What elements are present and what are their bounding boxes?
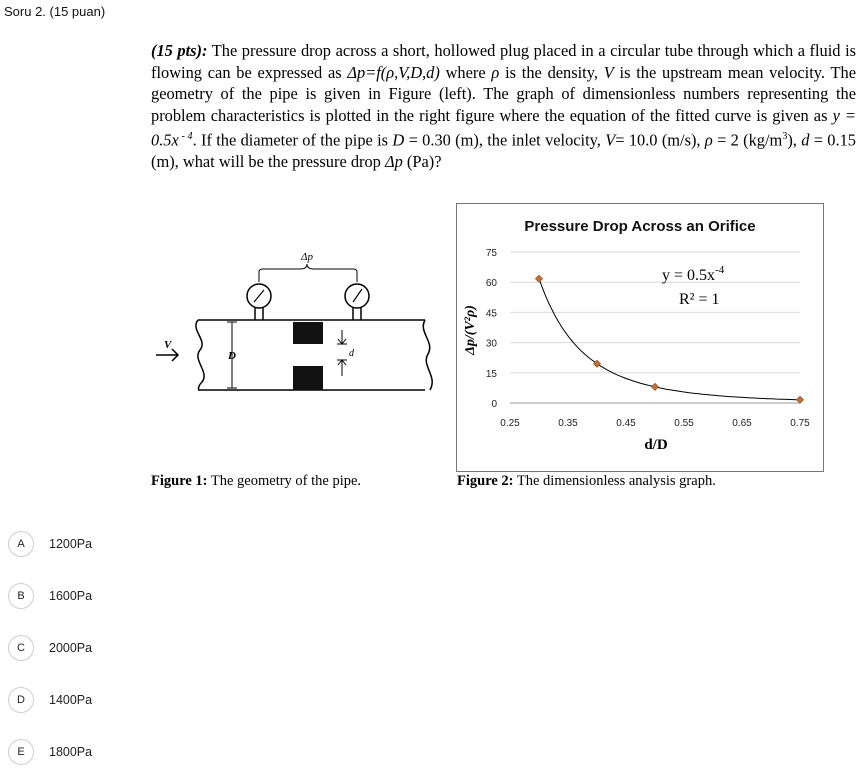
option-d[interactable]	[8, 687, 92, 713]
velocity-label: V	[164, 339, 172, 351]
data-point	[651, 383, 658, 390]
x-tick-label: 0.65	[732, 418, 752, 429]
trendline	[539, 279, 800, 400]
option-letter: A	[8, 531, 34, 557]
points-label: (15 pts):	[151, 41, 208, 60]
data-point	[535, 275, 542, 282]
option-a[interactable]	[8, 531, 92, 557]
y-tick-label: 75	[485, 248, 497, 259]
option-letter: D	[8, 687, 34, 713]
x-tick-label: 0.35	[558, 418, 578, 429]
option-b[interactable]	[8, 583, 92, 609]
option-text: 1400Pa	[49, 693, 93, 707]
x-axis-label: d/D	[644, 437, 668, 453]
chart-panel	[456, 203, 824, 472]
pipe-geometry-figure	[150, 242, 450, 412]
D-label: D	[228, 350, 236, 362]
x-tick-label: 0.75	[790, 418, 810, 429]
chart-title: Pressure Drop Across an Orifice	[524, 218, 756, 235]
pressure-drop-chart	[457, 204, 823, 471]
plug-bottom	[293, 366, 323, 390]
figure2-caption: Figure 2: The dimensionless analysis graph.	[457, 473, 716, 489]
y-tick-label: 15	[485, 368, 497, 380]
pipe-left-break	[196, 320, 204, 390]
option-text: 2000Pa	[49, 641, 93, 655]
y-axis-label: Δp/(V²ρ)	[463, 305, 478, 355]
y-tick-label: 30	[485, 338, 497, 350]
figure1-caption: Figure 1: The geometry of the pipe.	[151, 473, 362, 489]
data-point	[796, 396, 803, 403]
y-tick-label: 45	[485, 308, 497, 320]
plug-top	[293, 322, 323, 344]
data-point	[593, 360, 600, 367]
pipe-right-break	[423, 320, 432, 390]
option-text: 1200Pa	[49, 537, 93, 551]
x-tick-label: 0.45	[616, 418, 636, 429]
x-tick-label: 0.25	[500, 418, 520, 429]
option-letter: E	[8, 739, 34, 765]
d-label: d	[349, 348, 354, 359]
r-squared-label: R² = 1	[679, 291, 720, 308]
x-tick-label: 0.55	[674, 418, 694, 429]
problem-text: (15 pts): The pressure drop across a short, hollowed plug placed in a circular tube through which a fluid is flowing can be expressed as Δp=f(ρ,V,D,d) where ρ is the density, V is the upstream mean velocity. The geometry of the pipe is given in Figure (left). The graph of dimensionless numbers representing the problem characteristics is plotted in the right figure where the equation of the fitted curve is given as y = 0.5x $^{- 4}$. If the diameter of the pipe is D = 0.30 (m), the inlet velocity, V= 10.0 (m/s), ρ = 2 $(kg/m^3)$, d = 0.15 (m), what will be the pressure drop Δp (Pa)?	[151, 41, 856, 172]
y-tick-label: 60	[485, 278, 497, 290]
option-letter: B	[8, 583, 34, 609]
question-header: Soru 2. (15 puan)	[4, 4, 106, 19]
option-e[interactable]	[8, 739, 92, 765]
option-c[interactable]	[8, 635, 92, 661]
option-text: 1600Pa	[49, 589, 93, 603]
dp-label: Δp	[301, 251, 313, 263]
trendline-equation: $y = 0.5x^{-4}$	[662, 264, 725, 284]
option-text: 1800Pa	[49, 745, 93, 759]
option-letter: C	[8, 635, 34, 661]
y-tick-label: 0	[491, 399, 497, 410]
